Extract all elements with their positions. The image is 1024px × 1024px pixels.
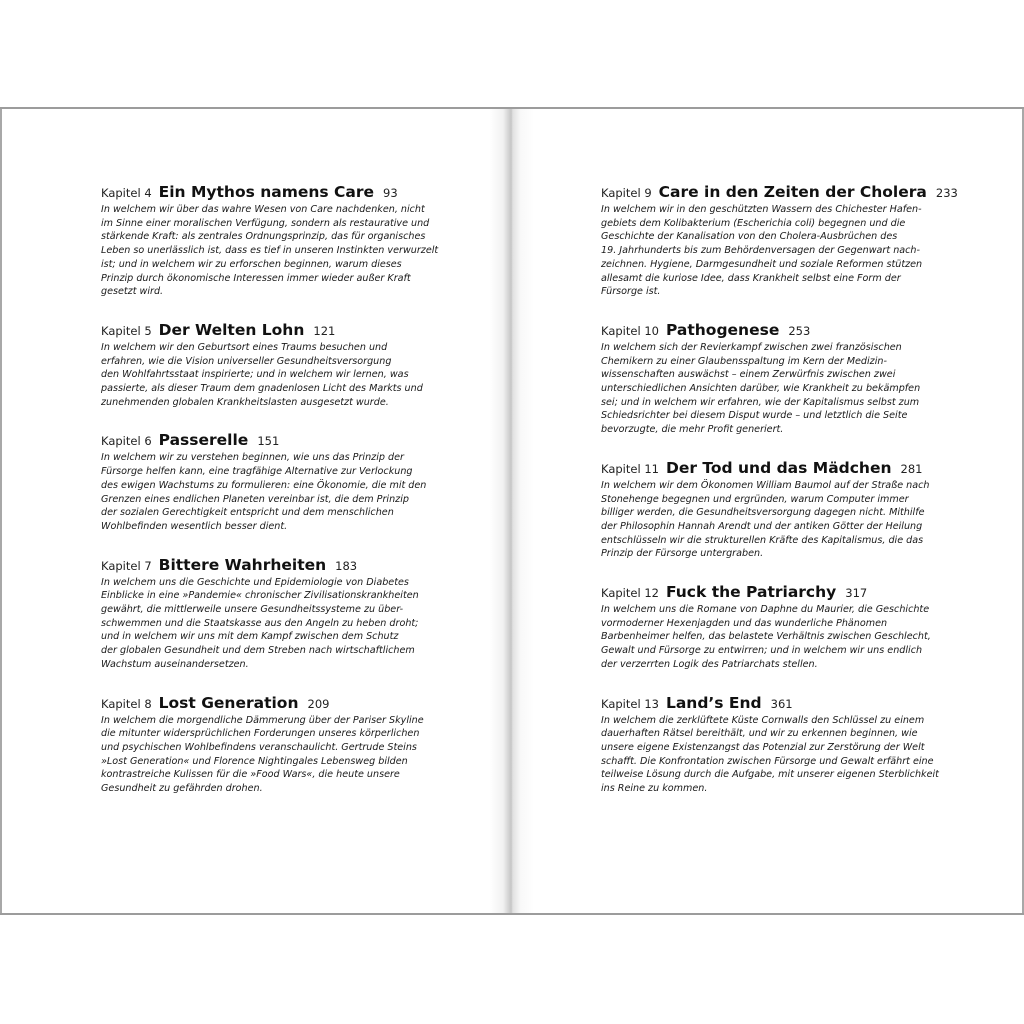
chapter-summary-line: schwemmen und die Staatskasse aus den Angeln zu heben droht;	[101, 617, 419, 629]
chapter-summary-line: Stonehenge begegnen und ergründen, warum Computer immer	[601, 493, 909, 505]
chapter-summary-line: sei; und in welchem wir erfahren, wie der Kapitalismus selbst zum	[601, 396, 920, 408]
chapter-summary-line: bevorzugte, die mehr Profit generiert.	[601, 424, 784, 436]
chapter-summary-line: erfahren, wie die Vision universeller Gesundheitsversorgung	[101, 355, 392, 367]
chapter-summary-line: In welchem die zerklüftete Küste Cornwalls den Schlüssel zu einem	[601, 714, 925, 726]
chapter-summary-line: Fürsorge ist.	[601, 286, 661, 298]
chapter-summary-line: In welchem wir den Geburtsort eines Traums besuchen und	[101, 341, 388, 353]
chapter-summary-line: In welchem uns die Geschichte und Epidemiologie von Diabetes	[101, 576, 409, 588]
chapter-summary-line: passierte, als dieser Traum dem gnadenlosen Licht des Markts und	[101, 383, 423, 395]
chapter-summary	[601, 203, 946, 299]
chapter-summary-line: gesetzt wird.	[101, 286, 164, 298]
chapter-summary-line: In welchem wir über das wahre Wesen von Care nachdenken, nicht	[101, 204, 425, 215]
chapter-summary-line: und psychischen Wohlbefindens veranschaulicht. Gertrude Steins	[101, 741, 417, 753]
chapter-page-number: 233	[935, 186, 958, 200]
chapter-summary-line: ist; und in welchem wir zu erforschen beginnen, warum dieses	[101, 258, 402, 270]
chapter-summary-line: dauerhaften Rätsel bereithält, und wir zu erkennen beginnen, wie	[601, 728, 918, 740]
toc-entry-heading	[101, 692, 446, 714]
chapter-summary-line: billiger werden, die Gesundheitsversorgung dagegen nicht. Mithilfe	[601, 507, 925, 519]
chapter-summary-line: Fürsorge helfen kann, eine tragfähige Alternative zur Verlockung	[101, 466, 413, 478]
chapter-summary-line: Wohlbefinden wesentlich besser dient.	[101, 520, 288, 532]
chapter-summary-line: Schiedsrichter bei diesem Disput wurde – und letztlich die Seite	[601, 410, 908, 422]
chapter-summary-line: im Sinne einer moralischen Verfügung, sondern als restaurative und	[101, 217, 430, 229]
chapter-title: Ein Mythos namens Care	[158, 183, 375, 201]
chapter-page-number: 281	[900, 461, 923, 476]
chapter-title: Care in den Zeiten der Cholera	[658, 183, 927, 201]
chapter-summary-line: unterschiedlichen Ansichten darüber, wie Krankheit zu bekämpfen	[601, 383, 921, 395]
toc-entry	[601, 581, 946, 672]
toc-entry	[601, 181, 958, 299]
toc-entry	[101, 692, 446, 796]
chapter-summary-line: der Philosophin Hannah Arendt und der antiken Götter der Heilung	[601, 520, 923, 532]
chapter-summary-line: der globalen Gesundheit und dem Streben nach wirtschaftlichem	[101, 645, 415, 657]
right-page	[601, 181, 958, 796]
chapter-summary-line: und in welchem wir uns mit dem Kampf zwischen dem Schutz	[101, 631, 399, 643]
chapter-page-number: 121	[313, 323, 336, 338]
chapter-summary	[601, 479, 946, 561]
book-gutter	[490, 109, 534, 913]
chapter-summary-line: Einblicke in eine »Pandemie« chronischer Zivilisationskrankheiten	[101, 590, 419, 602]
chapter-summary-line: Leben so unerlässlich ist, dass es tief in unseren Instinkten verwurzelt	[101, 245, 439, 257]
chapter-summary-line: In welchem wir zu verstehen beginnen, wie uns das Prinzip der	[101, 452, 404, 464]
chapter-summary-line: unsere eigene Existenzangst das Potenzial zur Zerstörung der Welt	[601, 741, 925, 753]
chapter-summary-line: kontrastreiche Kulissen für die »Food Wars«, die heute unsere	[101, 769, 400, 781]
toc-entry	[101, 319, 446, 410]
chapter-summary-line: die mitunter widersprüchlichen Forderungen unseres körperlichen	[101, 728, 420, 740]
chapter-summary	[101, 714, 446, 796]
chapter-summary-line: vormoderner Hexenjagden und das wunderliche Phänomen	[601, 617, 888, 629]
chapter-summary-line: In welchem wir in den geschützten Wassern des Chichester Hafen-	[601, 204, 922, 215]
entry-spacer	[601, 437, 946, 457]
chapter-page-number: 93	[383, 186, 398, 200]
toc-entry-heading	[601, 581, 946, 603]
chapter-summary-line: Gewalt und Fürsorge zu entwirren; und in welchem wir uns endlich	[601, 645, 923, 657]
chapter-label: Kapitel 7	[101, 558, 152, 573]
chapter-summary-line: 19. Jahrhunderts bis zum Behördenversagen der Gegenwart nach-	[601, 245, 920, 257]
chapter-summary-line: »Lost Generation« und Florence Nightingales Lebensweg bilden	[101, 755, 408, 767]
chapter-summary-line: Barbenheimer helfen, das belastete Verhältnis zwischen Geschlecht,	[601, 631, 931, 643]
chapter-page-number: 317	[845, 586, 868, 601]
chapter-label: Kapitel 8	[101, 696, 152, 711]
chapter-summary-line: Chemikern zu einer Glaubensspaltung im Kern der Medizin-	[601, 355, 887, 367]
chapter-summary-line: stärkende Kraft: als zentrales Ordnungsprinzip, das für organisches	[101, 231, 426, 243]
toc-entry-heading	[601, 319, 946, 341]
chapter-title: Fuck the Patriarchy	[665, 583, 837, 602]
chapter-title: Lost Generation	[158, 693, 299, 712]
toc-entry	[101, 429, 446, 533]
chapter-page-number: 253	[788, 323, 811, 338]
chapter-title: Land’s End	[665, 693, 762, 712]
entry-spacer	[601, 299, 946, 319]
toc-entry	[101, 181, 446, 299]
entry-spacer	[101, 672, 446, 692]
chapter-title: Der Tod und das Mädchen	[665, 458, 892, 477]
chapter-summary-line: der sozialen Gerechtigkeit entspricht und dem menschlichen	[101, 507, 394, 519]
chapter-summary-line: teilweise Lösung durch die Aufgabe, mit unserer eigenen Sterblichkeit	[601, 769, 939, 781]
chapter-summary-line: des ewigen Wachstums zu formulieren: eine Ökonomie, die mit den	[101, 479, 427, 491]
chapter-summary-line: In welchem die morgendliche Dämmerung über der Pariser Skyline	[101, 714, 424, 726]
chapter-summary-line: In welchem uns die Romane von Daphne du Maurier, die Geschichte	[601, 604, 930, 616]
toc-entry	[601, 319, 946, 437]
entry-spacer	[601, 561, 946, 581]
chapter-summary-line: In welchem wir dem Ökonomen William Baumol auf der Straße nach	[601, 479, 930, 491]
chapter-label: Kapitel 10	[601, 323, 659, 338]
chapter-summary-line: entschlüsseln wir die strukturellen Kräfte des Kapitalismus, die das	[601, 534, 924, 546]
chapter-summary-line: Gesundheit zu gefährden drohen.	[101, 783, 263, 795]
entry-spacer	[101, 534, 446, 554]
entry-spacer	[101, 299, 446, 319]
chapter-summary	[601, 714, 946, 796]
chapter-label: Kapitel 12	[601, 586, 659, 601]
toc-entry	[601, 457, 946, 561]
toc-entry	[101, 554, 446, 672]
chapter-summary-line: In welchem sich der Revierkampf zwischen zwei französischen	[601, 341, 902, 353]
chapter-page-number: 361	[770, 696, 793, 711]
chapter-summary	[101, 451, 446, 533]
chapter-summary-line: ins Reine zu kommen.	[601, 783, 708, 795]
toc-entry-heading	[601, 181, 958, 203]
chapter-title: Der Welten Lohn	[158, 320, 305, 339]
chapter-summary-line: Prinzip durch ökonomische Interessen immer wieder außer Kraft	[101, 272, 411, 284]
chapter-summary-line: wissenschaften auswächst – einem Zerwürfnis zwischen zwei	[601, 369, 896, 381]
chapter-page-number: 151	[257, 434, 280, 449]
entry-spacer	[601, 672, 946, 692]
chapter-label: Kapitel 6	[101, 434, 152, 449]
chapter-summary-line: den Wohlfahrtsstaat inspirierte; und in welchem wir lernen, was	[101, 369, 409, 381]
entry-spacer	[101, 409, 446, 429]
toc-entry-heading	[101, 319, 446, 341]
toc-entry-heading	[101, 554, 446, 576]
chapter-title: Passerelle	[158, 431, 249, 450]
chapter-summary-line: Geschichte der Kanalisation von den Cholera-Ausbrüchen des	[601, 231, 898, 243]
chapter-label: Kapitel 13	[601, 696, 659, 711]
toc-entry-heading	[101, 429, 446, 451]
toc-entry	[601, 692, 946, 796]
chapter-summary-line: zunehmenden globalen Krankheitslasten ausgesetzt wurde.	[101, 396, 389, 408]
chapter-summary-line: allesamt die kuriose Idee, dass Krankheit selbst eine Form der	[601, 272, 901, 284]
chapter-summary	[101, 341, 446, 410]
chapter-label: Kapitel 11	[601, 461, 659, 476]
toc-entry-heading	[101, 181, 446, 203]
chapter-summary	[101, 203, 446, 299]
chapter-summary	[601, 341, 946, 437]
chapter-summary-line: gewährt, die mittlerweile unsere Gesundheitssysteme zu über-	[101, 604, 404, 616]
chapter-label: Kapitel 5	[101, 323, 152, 338]
chapter-summary	[601, 603, 946, 672]
chapter-summary-line: Grenzen eines endlichen Planeten vereinbar ist, die dem Prinzip	[101, 493, 409, 505]
chapter-summary-line: Wachstum auseinandersetzen.	[101, 658, 249, 670]
chapter-summary-line: der verzerrten Logik des Patriarchats stellen.	[601, 658, 818, 670]
left-page	[101, 181, 446, 796]
chapter-page-number: 183	[335, 558, 358, 573]
chapter-title: Bittere Wahrheiten	[158, 555, 327, 574]
chapter-title: Pathogenese	[665, 320, 780, 339]
chapter-summary-line: schafft. Die Konfrontation zwischen Fürsorge und Gewalt erfährt eine	[601, 755, 934, 767]
open-book-spread	[0, 107, 1024, 915]
toc-entry-heading	[601, 457, 946, 479]
chapter-label: Kapitel 9	[601, 186, 652, 200]
toc-entry-heading	[601, 692, 946, 714]
chapter-page-number: 209	[307, 696, 330, 711]
chapter-summary-line: zeichnen. Hygiene, Darmgesundheit und soziale Reformen stützen	[601, 258, 923, 270]
chapter-summary	[101, 576, 446, 672]
chapter-label: Kapitel 4	[101, 186, 152, 200]
chapter-summary-line: gebiets dem Kolibakterium (Escherichia coli) begegnen und die	[601, 217, 906, 229]
chapter-summary-line: Prinzip der Fürsorge untergraben.	[601, 548, 764, 560]
